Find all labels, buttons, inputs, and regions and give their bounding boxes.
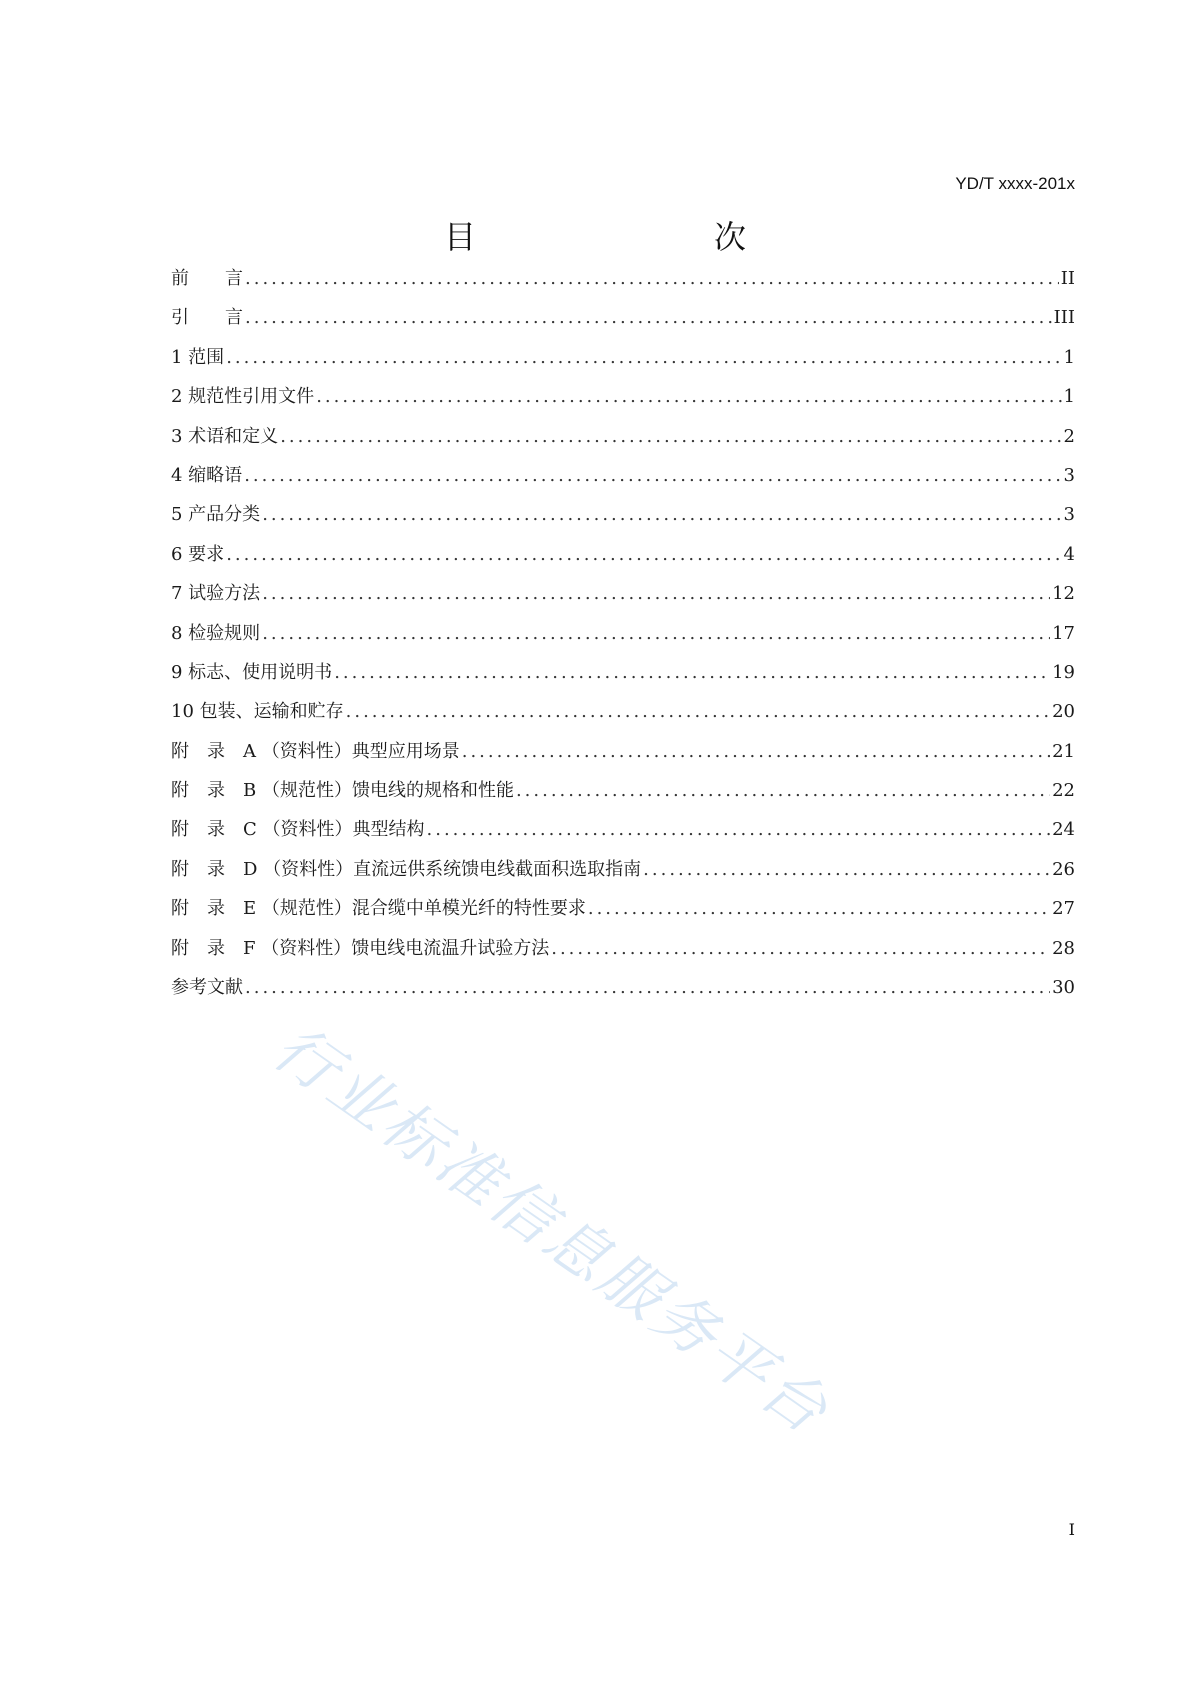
toc-entry-label: 引 言 <box>171 307 243 329</box>
toc-entry-introduction[interactable] <box>171 303 1075 342</box>
toc-entry-page: 2 <box>1063 425 1075 447</box>
toc-entry-label: 8 检验规则 <box>171 622 261 644</box>
toc-entry-9[interactable] <box>171 658 1075 697</box>
toc-leader-dots <box>551 938 1050 959</box>
toc-entry-label: 附 录 F （资料性）馈电线电流温升试验方法 <box>171 937 550 959</box>
toc-entry-annex-b[interactable] <box>171 776 1075 815</box>
toc-entry-page: 21 <box>1052 740 1075 762</box>
toc-entry-page: 20 <box>1052 701 1075 723</box>
toc-entry-10[interactable] <box>171 697 1075 736</box>
toc-entry-label: 附 录 A （资料性）典型应用场景 <box>171 740 460 762</box>
toc-entry-label: 7 试验方法 <box>171 583 261 605</box>
toc-entry-5[interactable] <box>171 500 1075 539</box>
toc-entry-page: 3 <box>1063 464 1075 486</box>
toc-leader-dots <box>226 544 1061 565</box>
watermark: 行业标准信息服务平台 <box>260 1010 844 1450</box>
toc-entry-page: 17 <box>1052 622 1075 644</box>
toc-leader-dots <box>245 268 1059 289</box>
toc-entry-page: 1 <box>1063 386 1075 408</box>
toc-entry-page: 26 <box>1052 858 1075 880</box>
toc-entry-page: 12 <box>1052 583 1075 605</box>
toc-entry-page: 3 <box>1063 504 1075 526</box>
toc-entry-label: 附 录 D （资料性）直流远供系统馈电线截面积选取指南 <box>171 858 642 880</box>
standard-code: YD/T xxxx-201x <box>955 174 1075 193</box>
toc-leader-dots <box>427 819 1051 840</box>
toc-leader-dots <box>588 898 1050 919</box>
toc-entry-annex-f[interactable] <box>171 934 1075 973</box>
toc-entry-label: 4 缩略语 <box>171 464 243 486</box>
toc-entry-label: 2 规范性引用文件 <box>171 386 315 408</box>
toc-entry-page: 19 <box>1052 661 1075 683</box>
toc-entry-3[interactable] <box>171 422 1075 461</box>
toc-leader-dots <box>245 307 1052 328</box>
toc-leader-dots <box>643 859 1050 880</box>
toc-entry-page: II <box>1060 268 1075 289</box>
toc-entry-1[interactable] <box>171 343 1075 382</box>
toc-leader-dots <box>262 504 1061 525</box>
page-title: 目 次 <box>443 218 804 256</box>
toc-entry-label: 5 产品分类 <box>171 504 261 526</box>
toc-entry-label: 9 标志、使用说明书 <box>171 661 333 683</box>
toc-entry-annex-c[interactable] <box>171 815 1075 854</box>
toc-leader-dots <box>262 583 1050 604</box>
toc-leader-dots <box>245 977 1050 998</box>
toc-entry-page: 22 <box>1052 780 1075 802</box>
toc-entry-annex-d[interactable] <box>171 855 1075 894</box>
toc-entry-references[interactable] <box>171 973 1075 1012</box>
toc-leader-dots <box>262 623 1050 644</box>
toc-entry-label: 前 言 <box>171 268 243 289</box>
toc-leader-dots <box>316 386 1061 407</box>
toc-entry-label: 10 包装、运输和贮存 <box>171 701 344 723</box>
page-number: I <box>1068 1520 1075 1539</box>
toc-entry-label: 参考文献 <box>171 977 243 999</box>
toc-entry-page: 4 <box>1063 543 1075 565</box>
toc-entry-page: 1 <box>1063 346 1075 368</box>
toc-entry-6[interactable] <box>171 540 1075 579</box>
toc-leader-dots <box>462 741 1050 762</box>
toc-entry-page: III <box>1053 307 1075 329</box>
toc-entry-label: 3 术语和定义 <box>171 425 279 447</box>
toc-entry-label: 附 录 C （资料性）典型结构 <box>171 819 425 841</box>
toc-leader-dots <box>226 347 1061 368</box>
toc-entry-foreword[interactable] <box>171 264 1075 303</box>
toc-entry-annex-e[interactable] <box>171 894 1075 933</box>
toc-entry-2[interactable] <box>171 382 1075 421</box>
toc-entry-8[interactable] <box>171 619 1075 658</box>
toc-leader-dots <box>516 780 1050 801</box>
toc-entry-7[interactable] <box>171 579 1075 618</box>
toc-entry-page: 28 <box>1052 937 1075 959</box>
toc-entry-label: 附 录 E （规范性）混合缆中单模光纤的特性要求 <box>171 898 586 920</box>
toc-entry-label: 1 范围 <box>171 346 225 368</box>
toc-leader-dots <box>280 426 1061 447</box>
toc-entry-page: 24 <box>1052 819 1075 841</box>
toc-entry-label: 附 录 B （规范性）馈电线的规格和性能 <box>171 780 514 802</box>
toc-entry-annex-a[interactable] <box>171 737 1075 776</box>
toc-entry-page: 30 <box>1052 977 1075 999</box>
table-of-contents <box>171 264 1075 1012</box>
toc-entry-page: 27 <box>1052 898 1075 920</box>
toc-entry-label: 6 要求 <box>171 543 225 565</box>
toc-entry-4[interactable] <box>171 461 1075 500</box>
toc-leader-dots <box>244 465 1061 486</box>
toc-leader-dots <box>334 662 1050 683</box>
toc-leader-dots <box>346 701 1050 722</box>
